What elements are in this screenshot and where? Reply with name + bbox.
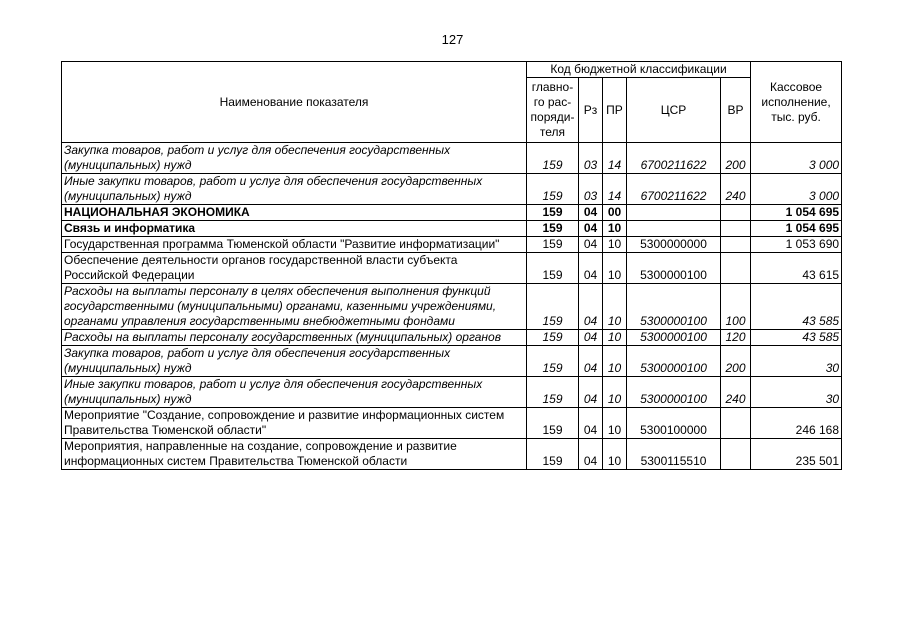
row-pr-cell: 10 [603, 253, 627, 284]
row-glavny-cell: 159 [527, 284, 579, 330]
row-amount-cell: 3 000 [751, 143, 842, 174]
header-pr: ПР [603, 78, 627, 143]
table-row [62, 237, 842, 253]
table-row [62, 205, 842, 221]
row-glavny-cell: 159 [527, 253, 579, 284]
row-amount-cell: 246 168 [751, 408, 842, 439]
row-glavny-cell: 159 [527, 330, 579, 346]
row-vr-cell: 240 [721, 174, 751, 205]
row-rz-cell: 03 [579, 174, 603, 205]
row-vr-cell: 240 [721, 377, 751, 408]
row-name-cell: Мероприятие "Создание, сопровождение и развитие информационных систем Правительства Тюменской области" [62, 408, 527, 439]
header-csr: ЦСР [627, 78, 721, 143]
table-row [62, 330, 842, 346]
table-row [62, 439, 842, 470]
table-row [62, 221, 842, 237]
row-vr-cell: 100 [721, 284, 751, 330]
header-amount: Кассовое исполнение, тыс. руб. [751, 62, 842, 143]
row-csr-cell: 5300000100 [627, 284, 721, 330]
row-vr-cell [721, 221, 751, 237]
header-name: Наименование показателя [62, 62, 527, 143]
row-vr-cell: 200 [721, 346, 751, 377]
row-amount-cell: 235 501 [751, 439, 842, 470]
row-pr-cell: 10 [603, 439, 627, 470]
header-vr: ВР [721, 78, 751, 143]
row-vr-cell [721, 237, 751, 253]
row-glavny-cell: 159 [527, 377, 579, 408]
row-rz-cell: 04 [579, 205, 603, 221]
row-csr-cell: 5300000100 [627, 377, 721, 408]
page-number: 127 [441, 32, 464, 47]
row-csr-cell [627, 205, 721, 221]
row-amount-cell: 30 [751, 346, 842, 377]
budget-table [61, 61, 842, 470]
table-body [62, 143, 842, 470]
row-amount-cell: 1 054 695 [751, 221, 842, 237]
row-glavny-cell: 159 [527, 408, 579, 439]
row-name-cell: Мероприятия, направленные на создание, сопровождение и развитие информационных систем Правительства Тюменской области [62, 439, 527, 470]
row-name-cell: Расходы на выплаты персоналу государственных (муниципальных) органов [62, 330, 527, 346]
row-name-cell: Закупка товаров, работ и услуг для обеспечения государственных (муниципальных) нужд [62, 346, 527, 377]
row-amount-cell: 43 615 [751, 253, 842, 284]
table-row [62, 143, 842, 174]
row-pr-cell: 00 [603, 205, 627, 221]
row-csr-cell: 5300000100 [627, 330, 721, 346]
row-rz-cell: 04 [579, 377, 603, 408]
row-vr-cell [721, 253, 751, 284]
row-glavny-cell: 159 [527, 221, 579, 237]
row-vr-cell [721, 205, 751, 221]
row-glavny-cell: 159 [527, 439, 579, 470]
row-rz-cell: 04 [579, 221, 603, 237]
row-csr-cell: 6700211622 [627, 143, 721, 174]
row-pr-cell: 14 [603, 143, 627, 174]
row-rz-cell: 04 [579, 253, 603, 284]
row-vr-cell [721, 439, 751, 470]
row-rz-cell: 04 [579, 330, 603, 346]
row-csr-cell: 5300000100 [627, 253, 721, 284]
header-glavny: главно-го рас-поряди-теля [527, 78, 579, 143]
row-name-cell: Закупка товаров, работ и услуг для обеспечения государственных (муниципальных) нужд [62, 143, 527, 174]
row-rz-cell: 04 [579, 439, 603, 470]
row-rz-cell: 04 [579, 237, 603, 253]
row-csr-cell: 6700211622 [627, 174, 721, 205]
row-name-cell: Обеспечение деятельности органов государственной власти субъекта Российской Федерации [62, 253, 527, 284]
row-glavny-cell: 159 [527, 174, 579, 205]
row-csr-cell: 5300000100 [627, 346, 721, 377]
row-glavny-cell: 159 [527, 346, 579, 377]
row-amount-cell: 1 054 695 [751, 205, 842, 221]
row-name-cell: Иные закупки товаров, работ и услуг для обеспечения государственных (муниципальных) нужд [62, 174, 527, 205]
row-glavny-cell: 159 [527, 237, 579, 253]
row-pr-cell: 14 [603, 174, 627, 205]
row-pr-cell: 10 [603, 284, 627, 330]
row-glavny-cell: 159 [527, 205, 579, 221]
row-name-cell: Расходы на выплаты персоналу в целях обеспечения выполнения функций государственными (муниципальными) органами, казенными учреждениями, органами управления государственными внебюджетными фондами [62, 284, 527, 330]
row-csr-cell: 5300000000 [627, 237, 721, 253]
row-name-cell: Иные закупки товаров, работ и услуг для обеспечения государственных (муниципальных) нужд [62, 377, 527, 408]
row-rz-cell: 04 [579, 284, 603, 330]
row-amount-cell: 43 585 [751, 284, 842, 330]
row-amount-cell: 43 585 [751, 330, 842, 346]
row-amount-cell: 1 053 690 [751, 237, 842, 253]
row-pr-cell: 10 [603, 330, 627, 346]
table-row [62, 174, 842, 205]
row-pr-cell: 10 [603, 221, 627, 237]
row-pr-cell: 10 [603, 377, 627, 408]
row-csr-cell [627, 221, 721, 237]
row-vr-cell: 200 [721, 143, 751, 174]
table-row [62, 408, 842, 439]
row-csr-cell: 5300115510 [627, 439, 721, 470]
row-vr-cell: 120 [721, 330, 751, 346]
row-amount-cell: 3 000 [751, 174, 842, 205]
row-rz-cell: 04 [579, 346, 603, 377]
row-amount-cell: 30 [751, 377, 842, 408]
row-name-cell: Связь и информатика [62, 221, 527, 237]
table-row [62, 284, 842, 330]
row-pr-cell: 10 [603, 346, 627, 377]
row-name-cell: Государственная программа Тюменской области "Развитие информатизации" [62, 237, 527, 253]
header-code-group: Код бюджетной классификации [527, 62, 751, 78]
row-rz-cell: 03 [579, 143, 603, 174]
row-rz-cell: 04 [579, 408, 603, 439]
row-glavny-cell: 159 [527, 143, 579, 174]
table-row [62, 346, 842, 377]
row-name-cell: НАЦИОНАЛЬНАЯ ЭКОНОМИКА [62, 205, 527, 221]
row-pr-cell: 10 [603, 408, 627, 439]
row-csr-cell: 5300100000 [627, 408, 721, 439]
row-vr-cell [721, 408, 751, 439]
table-row [62, 377, 842, 408]
header-rz: Рз [579, 78, 603, 143]
table-row [62, 253, 842, 284]
row-pr-cell: 10 [603, 237, 627, 253]
